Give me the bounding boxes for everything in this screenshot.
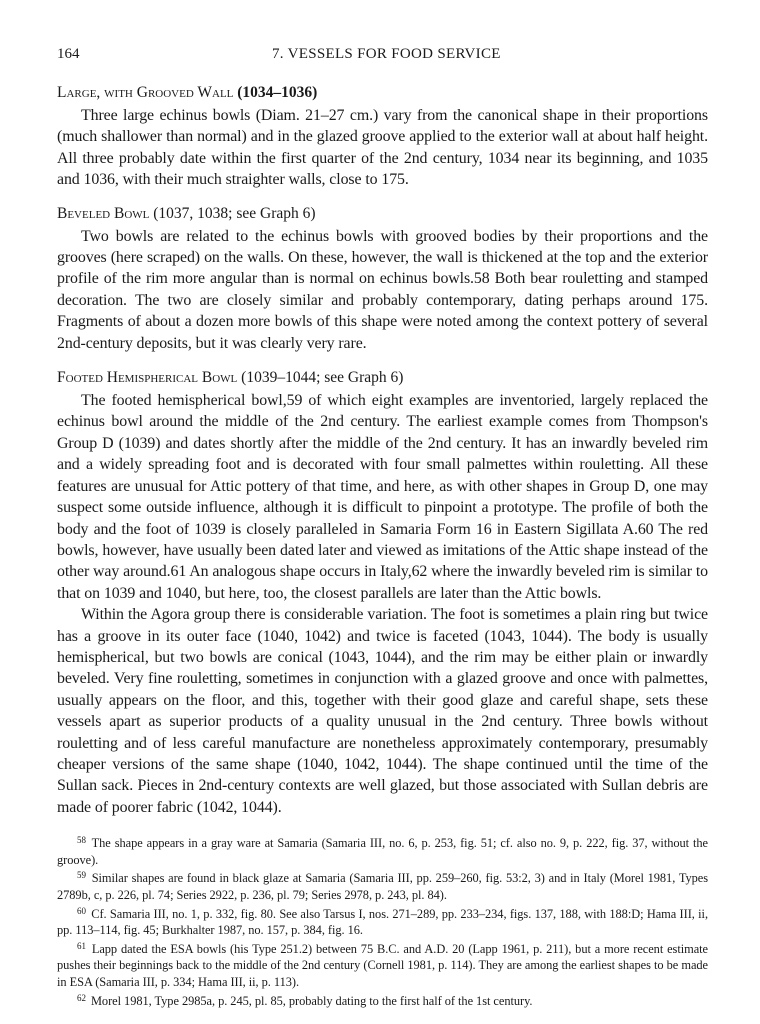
section-heading-beveled-bowl (57, 203, 708, 225)
paragraph-large-grooved: Three large echinus bowls (Diam. 21–27 cm.) vary from the canonical shape in their proportions (much shallower than normal) and in the glazed groove applied to the exterior wall at about half height. All three probably date within the first quarter of the 2nd century, 1034 near its beginning, and 1035 and 1036, with their much straighter walls, close to 175. (57, 107, 708, 189)
footnote-text: Cf. Samaria III, no. 1, p. 332, fig. 80. See also Tarsus I, nos. 271–289, pp. 233–234, figs. 137, 188, with 188:D; Hama III, ii, pp. 113–114, fig. 45; Burkhalter 1987, no. 157, p. 384, fig. 16. (57, 906, 708, 938)
footnote-number: 62 (77, 992, 86, 1003)
footnote-text: The shape appears in a gray ware at Samaria (Samaria III, no. 6, p. 253, fig. 51; cf. also no. 9, p. 222, fig. 37, without the groove). (57, 836, 708, 867)
footnotes (57, 835, 708, 1009)
running-head: 7. VESSELS FOR FOOD SERVICE (272, 46, 501, 62)
footnote-62 (57, 993, 708, 1010)
footnote-61 (57, 941, 708, 991)
section-title: Footed Hemispherical Bowl (57, 369, 238, 387)
section-catalog-range: (1034–1036) (237, 84, 318, 101)
footnote-text: Morel 1981, Type 2985a, p. 245, pl. 85, probably dating to the first half of the 1st century. (90, 993, 533, 1008)
section-title: Large, with Grooved Wall (57, 84, 234, 101)
section-title: Beveled Bowl (57, 204, 150, 222)
paragraph-footed-hemispherical-2: Within the Agora group there is considerable variation. The foot is sometimes a plain ring but twice has a groove in its outer face (1040, 1042) and twice is faceted (1043, 1044). The body is usually hemispherical, but two bowls are conical (1043, 1044), and the rim may be either plain or inwardly beveled. Very fine rouletting, sometimes in conjunction with a glazed groove and once with palmettes, usually appears on the floor, and this, together with their good glaze and careful shape, sets these vessels apart as superior products of a quality unusual in the 2nd century. Three bowls without rouletting and of less careful manufacture are nonetheless approximately contemporary, presumably cheaper versions of the same shape (1040, 1042, 1044). The shape continued until the time of the Sullan sack. Pieces in 2nd-century contexts are well glazed, but those associated with Sullan debris are made of poorer fabric (1042, 1044). (57, 606, 708, 816)
paragraph-beveled-bowl: Two bowls are related to the echinus bowls with grooved bodies by their proportions and the grooves (here scraped) on the walls. On these, however, the wall is thickened at the top and the exterior profile of the rim more angular than is normal on echinus bowls.58 Both bear rouletting and stamped decoration. The two are closely similar and probably contemporary, dating perhaps around 175. Fragments of about a dozen more bowls of this shape were noted among the context pottery of several 2nd-century deposits, but it was clearly very rare. (57, 227, 708, 352)
paragraph-footed-hemispherical-1: The footed hemispherical bowl,59 of which eight examples are inventoried, largely replaced the echinus bowl around the middle of the 2nd century. The earliest example comes from Thompson's Group D (1039) and dates shortly after the middle of the 2nd century. It has an inwardly beveled rim and a widely spreading foot and is decorated with four small palmettes within rouletting. All these features are unusual for Attic pottery of that time, and here, as with other shapes in Group D, one may suspect some outside influence, although it is difficult to pinpoint a prototype. The profile of both the body and the foot of 1039 is closely paralleled in Samaria Form 16 in Eastern Sigillata A.60 The red bowls, however, have usually been dated later and viewed as imitations of the Attic shape instead of the other way around.61 An analogous shape occurs in Italy,62 where the inwardly beveled rim is similar to that on 1039 and 1040, but here, too, the closest parallels are later than the Attic bowls. (57, 392, 708, 602)
page-header (57, 46, 708, 68)
section-catalog-range: (1037, 1038; see Graph 6) (153, 204, 316, 222)
footnote-60 (57, 906, 708, 939)
footnote-text: Lapp dated the ESA bowls (his Type 251.2) between 75 B.C. and A.D. 20 (Lapp 1961, p. 211), but a more recent estimate pushes their beginnings back to the middle of the 2nd century (Cornell 1981, p. 114). They are among the earliest shapes to be made in ESA (Samaria III, p. 334; Hama III, ii, p. 113). (57, 941, 708, 989)
footnote-text: Similar shapes are found in black glaze at Samaria (Samaria III, pp. 259–260, fig. 53:2, 3) and in Italy (Morel 1981, Types 2789b, c, p. 226, pl. 74; Series 2922, p. 236, pl. 79; Series 2978, p. 243, pl. 84). (57, 871, 708, 902)
section-catalog-range: (1039–1044; see Graph 6) (241, 369, 404, 387)
footnote-number: 59 (77, 870, 86, 881)
page-number: 164 (57, 46, 80, 62)
footnote-58 (57, 835, 708, 868)
footnote-number: 61 (77, 940, 86, 951)
footnote-59 (57, 870, 708, 903)
section-heading-footed-hemispherical (57, 367, 708, 389)
footnote-number: 58 (77, 835, 86, 846)
section-heading-large-grooved (57, 82, 708, 104)
footnote-number: 60 (77, 905, 86, 916)
